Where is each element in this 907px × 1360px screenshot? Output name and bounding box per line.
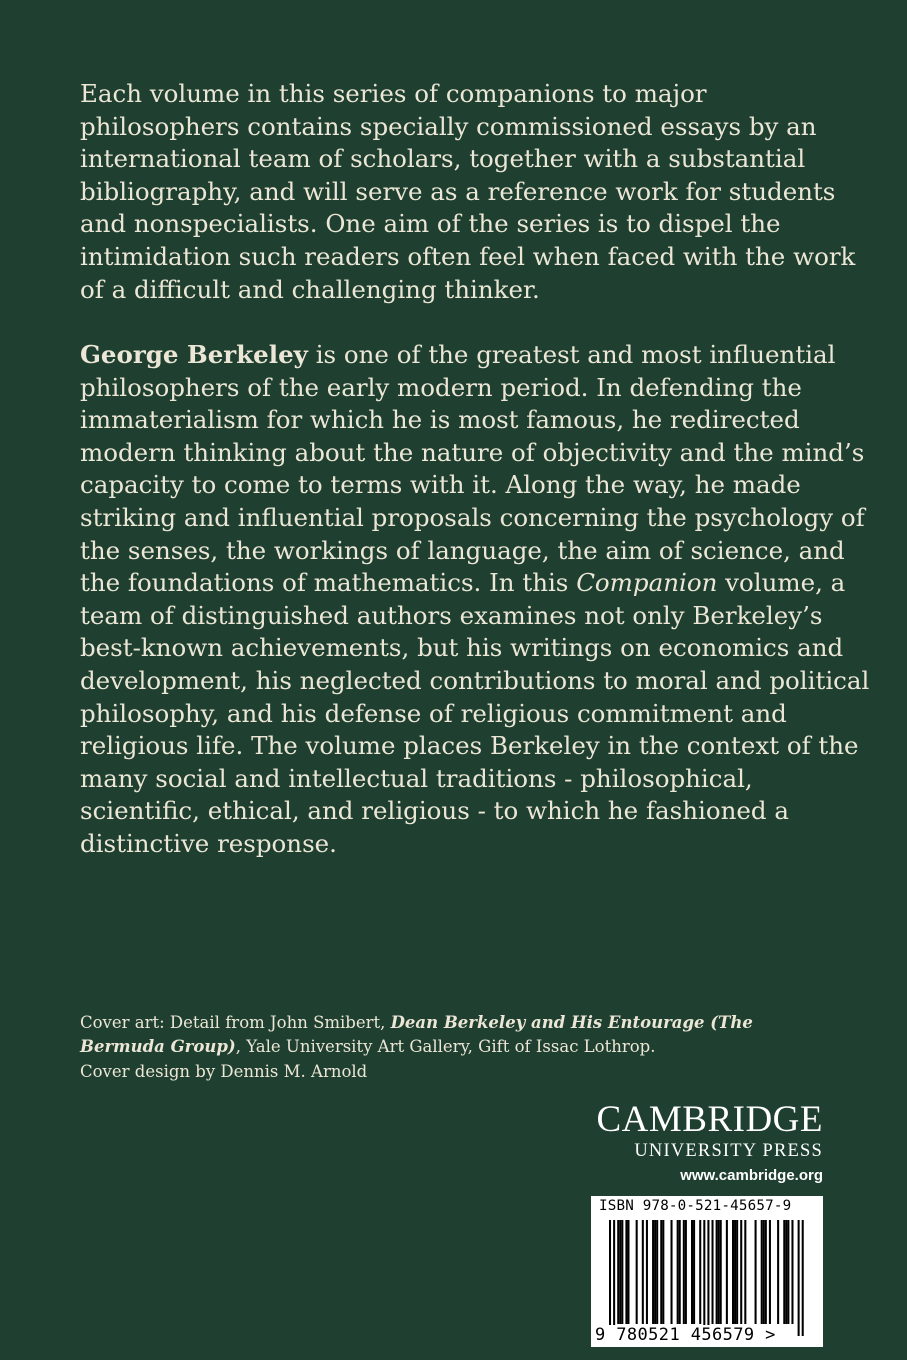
barcode-bar (755, 1220, 757, 1324)
barcode-bar (671, 1220, 673, 1324)
text-fragment: volume, a (717, 568, 846, 598)
text-line: philosophers of the early modern period. In defending the (80, 372, 802, 402)
barcode-bar (613, 1220, 615, 1336)
barcode-bar (783, 1220, 785, 1324)
barcode-bar (621, 1220, 623, 1324)
text-line: international team of scholars, together with a substantial (80, 144, 806, 174)
text-fragment: the foundations of mathematics. In this (80, 568, 577, 598)
barcode-bar (636, 1220, 638, 1324)
barcode-bar (642, 1220, 644, 1324)
barcode-bar (685, 1220, 687, 1324)
text-line: capacity to come to terms with it. Along the way, he made (80, 470, 801, 500)
text-line: development, his neglected contributions to moral and political (80, 665, 870, 695)
text-line: best-known achievements, but his writings on economics and (80, 633, 844, 663)
text-line: Each volume in this series of companions to major (80, 79, 707, 108)
barcode-bar (627, 1220, 629, 1324)
text-fragment: Cover art: Detail from John Smibert, (80, 1013, 391, 1032)
cover-credits (80, 1011, 860, 1084)
barcode-bar (699, 1220, 701, 1324)
cover-art-credit (80, 1011, 860, 1035)
barcode-bar (654, 1220, 656, 1324)
barcode-bar (679, 1220, 681, 1324)
barcode-bar (609, 1220, 611, 1336)
text-line: scientific, ethical, and religious - to which he fashioned a (80, 796, 789, 826)
barcode-bar (798, 1220, 800, 1336)
text-line: religious life. The volume places Berkeley in the context of the (80, 731, 859, 761)
barcode-digits: 9 780521 456579 > (595, 1325, 776, 1345)
text-line: the senses, the workings of language, the aim of science, and (80, 535, 845, 565)
barcode-bar (625, 1220, 627, 1324)
barcode-bar (777, 1220, 779, 1324)
barcode-bar (707, 1220, 709, 1336)
publisher-url: www.cambridge.org (680, 1167, 823, 1184)
text-line: distinctive response. (80, 828, 337, 858)
barcode-bar (716, 1220, 718, 1324)
barcode-bar (802, 1220, 804, 1336)
text-line: team of distinguished authors examines not only Berkeley’s (80, 600, 823, 630)
barcode-bar (736, 1220, 738, 1324)
barcode-bar (712, 1220, 714, 1324)
text-line: philosophy, and his defense of religious commitment and (80, 698, 787, 728)
barcode-bar (726, 1220, 728, 1324)
barcode-bar (683, 1220, 685, 1324)
publisher-subname: UNIVERSITY PRESS (634, 1141, 823, 1161)
text-line: modern thinking about the nature of objectivity and the mind’s (80, 437, 865, 467)
barcode-bar (744, 1220, 746, 1324)
barcode-bar (718, 1220, 720, 1324)
barcode-bar (652, 1220, 654, 1324)
text-line: intimidation such readers often feel when faced with the work (80, 241, 856, 271)
text-line: striking and influential proposals concerning the psychology of (80, 502, 865, 532)
barcode-bar (656, 1220, 658, 1324)
text-line (80, 567, 850, 600)
text-line: bibliography, and will serve as a reference work for students (80, 176, 836, 206)
cover-art-credit-cont (80, 1035, 860, 1059)
subject-name: George Berkeley (80, 340, 308, 369)
text-line: immaterialism for which he is most famous, he redirected (80, 405, 800, 435)
text-line: and nonspecialists. One aim of the series is to dispel the (80, 209, 781, 239)
barcode-bar (619, 1220, 621, 1324)
barcode-bar (765, 1220, 767, 1324)
barcode-bar (703, 1220, 705, 1336)
isbn-label: ISBN 978-0-521-45657-9 (599, 1198, 792, 1214)
text-line: many social and intellectual traditions - philosophical, (80, 763, 753, 793)
artwork-title: Dean Berkeley and His Entourage (The (390, 1013, 753, 1032)
barcode-bar (791, 1220, 793, 1324)
artwork-title: Bermuda Group) (80, 1037, 236, 1057)
barcode-bar (732, 1220, 734, 1324)
barcode-bar (740, 1220, 742, 1324)
barcode-bar (763, 1220, 765, 1324)
publisher-name: CAMBRIDGE (596, 1099, 823, 1140)
barcode (591, 1196, 823, 1347)
series-description (80, 78, 856, 306)
text-line: of a difficult and challenging thinker. (80, 274, 540, 304)
barcode-bar (769, 1220, 771, 1324)
cover-design-credit: Cover design by Dennis M. Arnold (80, 1061, 368, 1081)
text-fragment: , Yale University Art Gallery, Gift of Issac Lothrop. (235, 1037, 656, 1057)
publisher-logo (596, 1100, 823, 1187)
barcode-bar (617, 1220, 619, 1324)
barcode-bar (677, 1220, 679, 1324)
text-line: philosophers contains specially commissioned essays by an (80, 111, 817, 141)
barcode-bar (787, 1220, 789, 1324)
barcode-bar (734, 1220, 736, 1324)
barcode-bar (660, 1220, 662, 1324)
barcode-bar (662, 1220, 664, 1324)
barcode-bar (761, 1220, 763, 1324)
barcode-bar (691, 1220, 693, 1324)
barcode-bar (646, 1220, 648, 1324)
barcode-bar (693, 1220, 695, 1324)
text-fragment: is one of the greatest and most influential (307, 340, 836, 369)
barcode-bar (785, 1220, 787, 1324)
companion-italic: Companion (576, 568, 718, 598)
text-line (80, 339, 850, 372)
book-description (80, 339, 870, 861)
barcode-bar (720, 1220, 722, 1324)
